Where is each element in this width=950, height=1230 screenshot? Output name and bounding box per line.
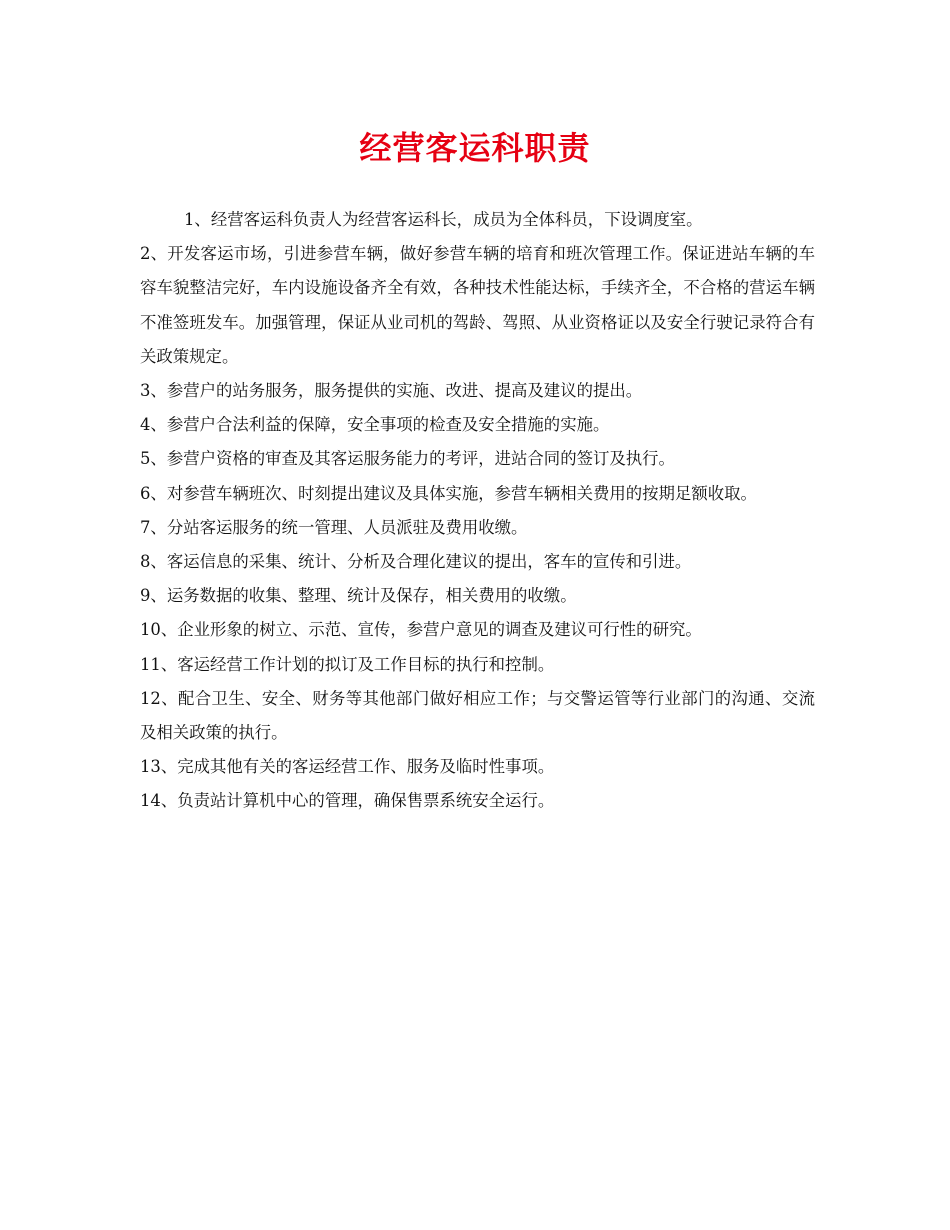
duty-item-12: 12、配合卫生、安全、财务等其他部门做好相应工作；与交警运管等行业部门的沟通、交流及相关政策的执行。	[140, 688, 815, 743]
duty-item-4: 4、参营户合法利益的保障，安全事项的检查及安全措施的实施。	[140, 415, 610, 435]
document-title: 经营客运科职责	[359, 129, 591, 167]
duty-item-7: 7、分站客运服务的统一管理、人员派驻及费用收缴。	[140, 517, 528, 537]
duty-item-5: 5、参营户资格的审查及其客运服务能力的考评，进站合同的签订及执行。	[140, 449, 675, 469]
duty-item-8: 8、客运信息的采集、统计、分析及合理化建议的提出，客车的宣传和引进。	[140, 552, 692, 572]
duty-item-2: 2、开发客运市场，引进参营车辆，做好参营车辆的培育和班次管理工作。保证进站车辆的车容车貌整洁完好，车内设施设备齐全有效，各种技术性能达标，手续齐全，不合格的营运车辆不准签班发车。加强管理，保证从业司机的驾龄、驾照、从业资格证以及安全行驶记录符合有关政策规定。	[140, 244, 815, 366]
duty-item-11: 11、客运经营工作计划的拟订及工作目标的执行和控制。	[140, 654, 555, 674]
duty-item-1: 1、经营客运科负责人为经营客运科长，成员为全体科员，下设调度室。	[184, 210, 703, 229]
duty-item-14: 14、负责站计算机中心的管理，确保售票系统安全运行。	[140, 791, 555, 811]
duty-item-10: 10、企业形象的树立、示范、宣传，参营户意见的调查及建议可行性的研究。	[140, 620, 702, 640]
duty-item-9: 9、运务数据的收集、整理、统计及保存，相关费用的收缴。	[140, 586, 577, 606]
duty-item-6: 6、对参营车辆班次、时刻提出建议及具体实施，参营车辆相关费用的按期足额收取。	[140, 483, 757, 503]
document-body	[140, 203, 815, 819]
duty-item-13: 13、完成其他有关的客运经营工作、服务及临时性事项。	[140, 757, 555, 777]
duty-item-3: 3、参营户的站务服务，服务提供的实施、改进、提高及建议的提出。	[140, 381, 643, 401]
